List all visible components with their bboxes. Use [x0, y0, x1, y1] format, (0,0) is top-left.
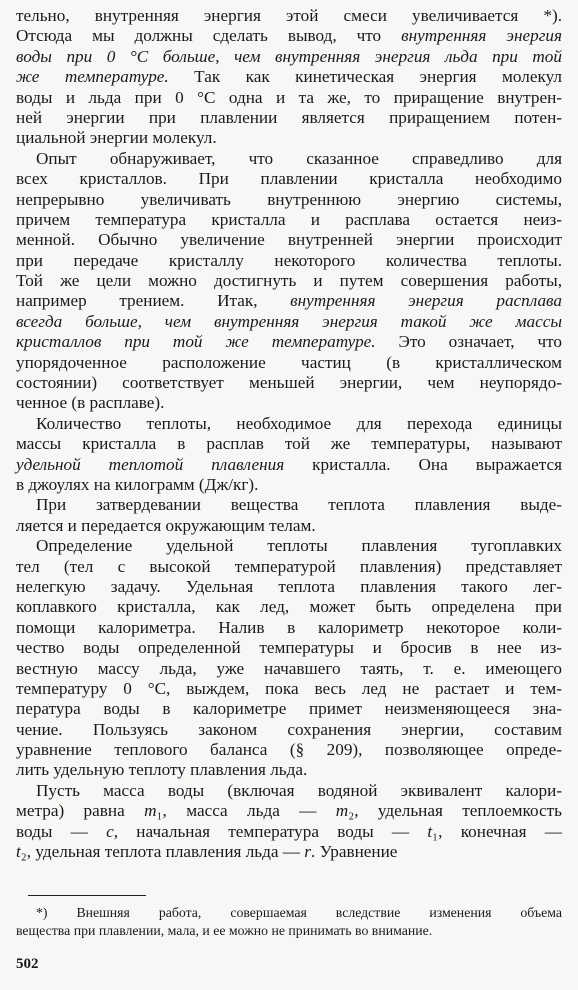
paragraph-line	[16, 373, 562, 393]
text-run: ляется и передается окружающим телам.	[16, 515, 316, 535]
text-run: ней энергии при плавлении является приращением потен-	[16, 107, 562, 127]
paragraph-line	[16, 169, 562, 189]
paragraph-line	[16, 414, 562, 434]
paragraph-line	[16, 210, 562, 230]
paragraph-line	[16, 455, 562, 475]
text-run: коплавкого кристалла, как лед, может быть определена при	[16, 597, 562, 617]
text-run: вестную массу льда, уже начавшего таять, т. е. имеющего	[16, 658, 562, 678]
text-run: например трением. Итак,	[16, 291, 291, 311]
paragraph	[16, 149, 562, 414]
italic-text: внутренняя энергия	[401, 26, 562, 46]
text-run: Количество теплоты, необходимое для перехода единицы	[36, 413, 562, 433]
italic-text: c	[106, 821, 114, 841]
paragraph-line	[16, 67, 562, 87]
text-run: Определение удельной теплоты плавления тугоплавких	[36, 536, 562, 556]
paragraph-line	[16, 597, 562, 617]
text-run: *) Внешняя работа, совершаемая вследствие изменения объема	[36, 905, 562, 920]
paragraph-line	[16, 475, 562, 495]
paragraph-line	[16, 720, 562, 740]
paragraph-line	[16, 108, 562, 128]
paragraph-line	[16, 516, 562, 536]
text-run: Так как кинетическая энергия молекул	[168, 67, 562, 87]
text-run: ₂, удельная теплота плавления льда —	[20, 842, 305, 862]
text-run: всех кристаллов. При плавлении кристалла необходимо	[16, 169, 562, 189]
text-run: тел (тел с высокой температурой плавления) представляет	[16, 556, 562, 576]
italic-text: воды при 0 °С больше, чем внутренняя энергия льда при той	[16, 46, 562, 66]
paragraph-line	[16, 822, 562, 842]
footnote-rule	[28, 895, 146, 896]
text-run: , начальная температура воды —	[113, 821, 428, 841]
italic-text: внутренняя энергия расплава	[290, 291, 562, 311]
text-run: помощи калориметра. Налив в калориметр некоторое коли-	[16, 617, 562, 637]
paragraph	[16, 781, 562, 863]
page-body	[16, 6, 562, 862]
paragraph-line	[16, 128, 562, 148]
text-run: ₂, удельная теплоемкость	[348, 801, 562, 821]
page-number: 502	[16, 956, 39, 972]
paragraph-line	[16, 434, 562, 454]
italic-text: m	[335, 801, 349, 821]
italic-text: удельной теплотой плавления	[16, 454, 285, 474]
text-run: . Уравнение	[311, 842, 398, 862]
paragraph-line	[16, 291, 562, 311]
paragraph-line	[16, 536, 562, 556]
paragraph	[16, 6, 562, 149]
italic-text: же температуре.	[16, 67, 169, 87]
paragraph-line	[16, 6, 562, 26]
text-run: менной. Обычно увеличение внутренней энергии происходит	[16, 230, 562, 250]
text-run: уравнение теплового баланса (§ 209), позволяющее опреде-	[16, 740, 562, 760]
text-run: ₁, конечная —	[432, 821, 563, 841]
paragraph-line	[16, 271, 562, 291]
paragraph-line	[16, 659, 562, 679]
paragraph-line	[16, 618, 562, 638]
footnote	[16, 904, 562, 940]
paragraph	[16, 414, 562, 496]
italic-text: t	[16, 842, 21, 862]
italic-text: r	[304, 842, 311, 862]
paragraph-line	[16, 230, 562, 250]
paragraph-line	[16, 760, 562, 780]
paragraph-line	[16, 577, 562, 597]
text-run: воды и льда при 0 °С одна и та же, то приращение внутрен-	[16, 87, 562, 107]
text-run: лить удельную теплоту плавления льда.	[16, 760, 308, 780]
text-run: кристалла. Она выражается	[284, 454, 562, 474]
text-run: чение. Пользуясь законом сохранения энергии, составим	[16, 719, 562, 739]
text-run: упорядоченное расположение частиц (в кристаллическом	[16, 352, 562, 372]
paragraph-line	[16, 495, 562, 515]
text-run: чество воды определенной температуры и бросив в нее из-	[16, 638, 562, 658]
paragraph-line	[16, 47, 562, 67]
text-run: Пусть масса воды (включая водяной эквивалент калори-	[36, 780, 562, 800]
paragraph-line	[16, 557, 562, 577]
paragraph-line	[16, 781, 562, 801]
main-text	[16, 6, 562, 862]
paragraph-line	[16, 149, 562, 169]
footnote-line	[16, 904, 562, 922]
text-run: вещества при плавлении, мала, и ее можно не принимать во внимание.	[16, 923, 433, 938]
text-run: ченное (в расплаве).	[16, 393, 165, 413]
text-run: При затвердевании вещества теплота плавления выде-	[36, 495, 562, 515]
text-run: температуру 0 °С, выждем, пока весь лед не растает и тем-	[16, 678, 562, 698]
paragraph-line	[16, 638, 562, 658]
paragraph-line	[16, 88, 562, 108]
paragraph-line	[16, 332, 562, 352]
paragraph-line	[16, 679, 562, 699]
text-run: Той же цели можно достигнуть и путем совершения работы,	[16, 271, 562, 291]
italic-text: всегда больше, чем внутренняя энергия такой же массы	[16, 311, 562, 331]
text-run: тельно, внутренняя энергия этой смеси увеличивается *).	[16, 6, 562, 25]
text-run: массы кристалла в расплав той же температуры, называют	[16, 434, 562, 454]
text-run: при передаче кристаллу некоторого количества теплоты.	[16, 250, 562, 270]
text-run: метра) равна	[16, 801, 145, 821]
paragraph	[16, 536, 562, 781]
text-run: воды —	[16, 821, 107, 841]
paragraph-line	[16, 740, 562, 760]
paragraph-line	[16, 699, 562, 719]
italic-text: t	[427, 821, 433, 841]
paragraph-line	[16, 393, 562, 413]
paragraph-line	[16, 842, 562, 862]
text-run: нелегкую задачу. Удельная теплота плавления такого лег-	[16, 576, 562, 596]
text-run: ₁, масса льда —	[156, 801, 336, 821]
text-run: циальной энергии молекул.	[16, 128, 217, 148]
italic-text: m	[144, 801, 157, 821]
text-run: Опыт обнаруживает, что сказанное справедливо для	[36, 148, 562, 168]
paragraph	[16, 495, 562, 536]
footnote-line	[16, 922, 562, 940]
text-run: причем температура кристалла и расплава остается неиз-	[16, 209, 562, 229]
italic-text: кристаллов при той же температуре.	[16, 332, 376, 352]
paragraph-line	[16, 251, 562, 271]
paragraph-line	[16, 26, 562, 46]
paragraph-line	[16, 312, 562, 332]
text-run: непрерывно увеличивать внутреннюю энергию системы,	[16, 189, 562, 209]
paragraph-line	[16, 353, 562, 373]
paragraph-line	[16, 801, 562, 821]
text-run: в джоулях на килограмм (Дж/кг).	[16, 474, 259, 494]
text-run: Отсюда мы должны сделать вывод, что	[16, 26, 402, 46]
text-run: состоянии) соответствует меньшей энергии, чем неупорядо-	[16, 373, 562, 393]
text-run: Это означает, что	[375, 332, 562, 352]
text-run: пература воды в калориметре примет неизменяющееся зна-	[16, 699, 562, 719]
paragraph-line	[16, 190, 562, 210]
